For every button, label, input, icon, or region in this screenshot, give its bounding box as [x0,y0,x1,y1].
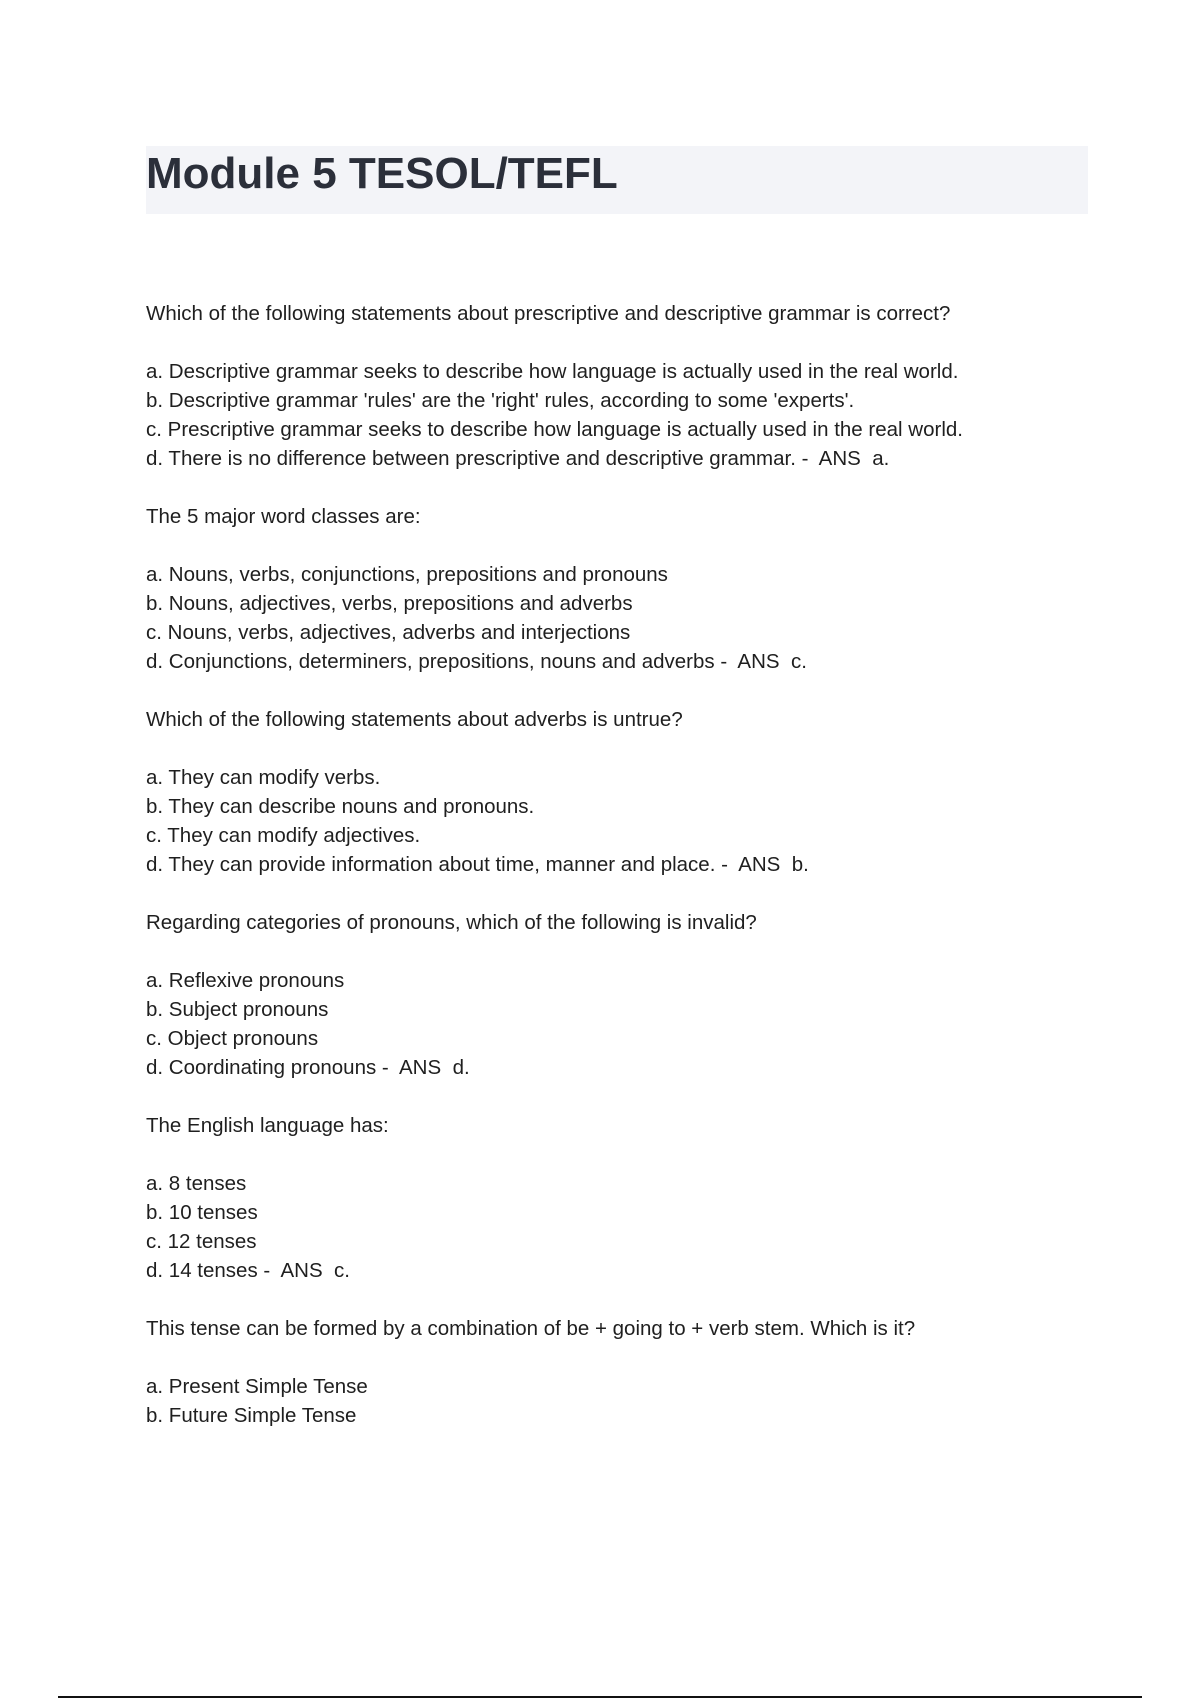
option-c: c. Prescriptive grammar seeks to describe how language is actually used in the real world. [146,418,963,441]
answer-options [146,763,1106,879]
option-b: b. They can describe nouns and pronouns. [146,795,535,818]
question-prompt: The English language has: [146,1114,389,1137]
answer-label: - ANS [263,1259,335,1282]
option-d [146,1256,1106,1285]
option-c: c. 12 tenses [146,1230,257,1253]
option-text: d. Coordinating pronouns [146,1056,377,1079]
option-d [146,850,1106,879]
answer-value: c. [790,650,807,673]
option-b: b. Subject pronouns [146,998,329,1021]
option-text: d. They can provide information about time, manner and place. [146,853,716,876]
option-b: b. Future Simple Tense [146,1404,357,1427]
option-d [146,444,1106,473]
answer-value: d. [452,1056,470,1079]
question-1 [146,299,1106,473]
answer-options [146,966,1106,1082]
title-banner [146,146,1088,214]
question-prompt: This tense can be formed by a combination of be + going to + verb stem. Which is it? [146,1317,916,1340]
option-b: b. 10 tenses [146,1201,258,1224]
question-prompt: Which of the following statements about prescriptive and descriptive grammar is correct? [146,302,951,325]
question-prompt: The 5 major word classes are: [146,505,421,528]
question-list [146,299,1106,1459]
option-a: a. Present Simple Tense [146,1375,368,1398]
option-a: a. They can modify verbs. [146,766,381,789]
option-a: a. 8 tenses [146,1172,247,1195]
option-a: a. Descriptive grammar seeks to describe how language is actually used in the real world. [146,360,959,383]
footer-divider [58,1696,1142,1698]
answer-options [146,1372,1106,1430]
option-b: b. Nouns, adjectives, verbs, prepositions and adverbs [146,592,633,615]
option-c: c. Nouns, verbs, adjectives, adverbs and interjections [146,621,631,644]
option-a: a. Reflexive pronouns [146,969,345,992]
question-prompt: Regarding categories of pronouns, which of the following is invalid? [146,911,757,934]
question-2 [146,502,1106,676]
option-text: d. 14 tenses [146,1259,258,1282]
answer-label: - ANS [381,1056,453,1079]
answer-options [146,1169,1106,1285]
answer-options [146,560,1106,676]
option-text: d. Conjunctions, determiners, prepositions, nouns and adverbs [146,650,715,673]
answer-options [146,357,1106,473]
question-5 [146,1111,1106,1285]
answer-label: - ANS [721,853,792,876]
question-6 [146,1314,1106,1430]
answer-value: b. [791,853,809,876]
option-d [146,647,1106,676]
option-c: c. They can modify adjectives. [146,824,421,847]
answer-value: a. [872,447,890,470]
option-b: b. Descriptive grammar 'rules' are the 'right' rules, according to some 'experts'. [146,389,855,412]
page-title: Module 5 TESOL/TEFL [146,149,618,198]
option-text: d. There is no difference between prescriptive and descriptive grammar. [146,447,796,470]
option-d [146,1053,1106,1082]
answer-label: - ANS [801,447,873,470]
question-3 [146,705,1106,879]
answer-label: - ANS [720,650,791,673]
option-c: c. Object pronouns [146,1027,319,1050]
option-a: a. Nouns, verbs, conjunctions, prepositions and pronouns [146,563,668,586]
question-4 [146,908,1106,1082]
question-prompt: Which of the following statements about adverbs is untrue? [146,708,683,731]
answer-value: c. [334,1259,350,1282]
